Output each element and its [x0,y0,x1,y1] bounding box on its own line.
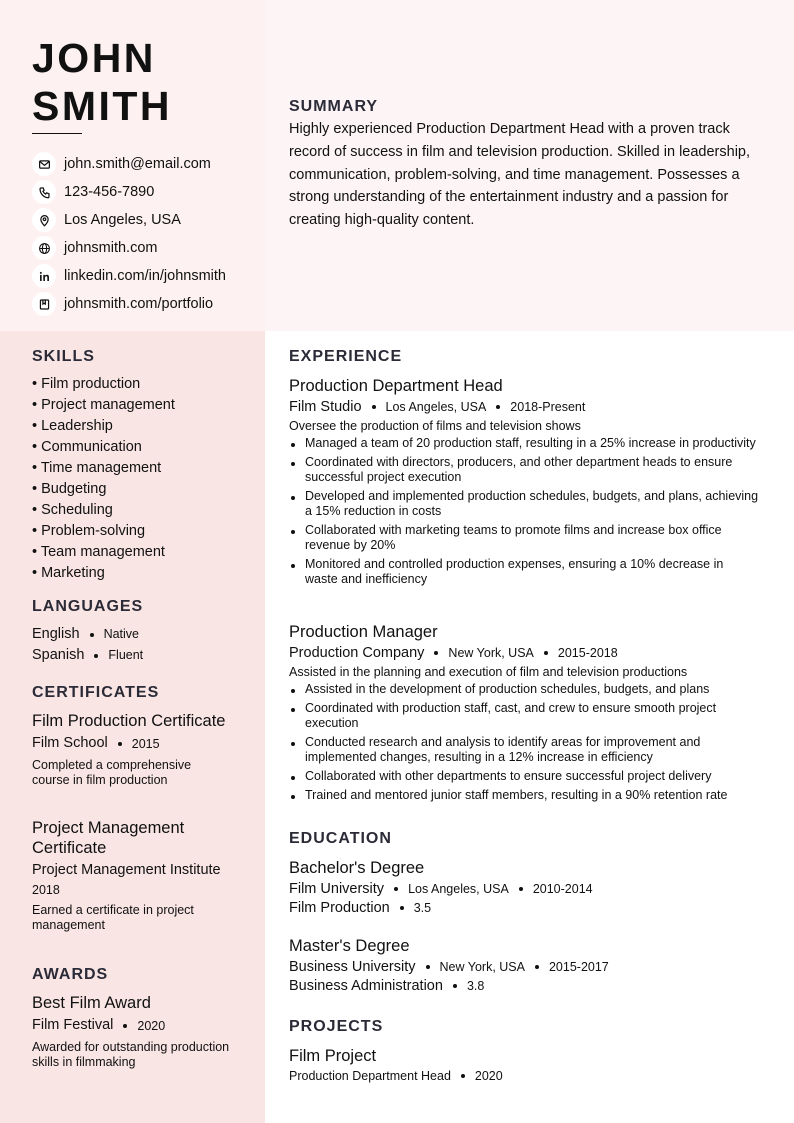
project-meta [289,1069,503,1083]
portfolio-icon [32,292,56,316]
separator-dot [90,633,94,637]
separator-dot [519,887,523,891]
experience-heading: EXPERIENCE [289,348,403,365]
job-meta [289,645,759,661]
job-bullets [289,436,759,587]
location-icon [32,208,56,232]
job-company: Production Company [289,645,425,661]
job-bullet: Collaborated with marketing teams to promote films and increase box office revenue by 20% [289,523,759,553]
separator-dot [94,654,98,658]
contact-phone-text: 123-456-7890 [64,184,155,200]
job-bullet: Assisted in the development of production schedules, budgets, and plans [289,682,759,697]
job-dates: 2015-2018 [557,646,618,660]
contact-email-text: john.smith@email.com [64,156,211,172]
project-year: 2020 [474,1069,503,1083]
separator-dot [535,965,539,969]
job-bullet: Developed and implemented production schedules, budgets, and plans, achieving a 15% reduction in costs [289,489,759,519]
job-location: New York, USA [448,646,534,660]
languages-heading: LANGUAGES [32,598,144,615]
skill-item: • Marketing [32,565,105,581]
job-title: Production Department Head [289,377,503,395]
certificate-meta [32,735,232,752]
certificate-issuer: Film School [32,735,108,751]
education-dates: 2010-2014 [532,882,593,896]
award-item [32,993,242,1070]
education-school: Film University [289,881,385,897]
certificate-title: Project Management Certificate [32,819,185,857]
education-meta [289,959,749,975]
job-meta [289,399,759,415]
education-gpa: 3.5 [413,901,432,915]
education-meta [289,881,749,897]
job-bullet: Collaborated with other departments to ensure successful project delivery [289,769,759,784]
certificate-description: Completed a comprehensive course in film production [32,758,192,787]
certificate-item [32,711,232,788]
skill-item: • Project management [32,397,175,413]
candidate-name [32,34,172,130]
separator-dot [453,984,457,988]
language-level: Native [103,627,139,641]
certificate-year: 2015 [131,736,160,751]
separator-dot [496,405,500,409]
education-location: Los Angeles, USA [408,882,509,896]
contact-website[interactable] [32,234,226,262]
summary-heading: SUMMARY [289,98,379,115]
separator-dot [394,887,398,891]
job-bullet: Managed a team of 20 production staff, resulting in a 25% increase in productivity [289,436,759,451]
award-issuer: Film Festival [32,1017,114,1033]
language-item [32,624,143,645]
linkedin-icon [32,264,56,288]
job-entry [289,622,759,807]
job-bullet: Trained and mentored junior staff members, resulting in a 90% retention rate [289,788,759,803]
award-description: Awarded for outstanding production skills in filmmaking [32,1040,230,1069]
contact-phone[interactable] [32,178,226,206]
contact-email[interactable] [32,150,226,178]
separator-dot [118,742,122,746]
skill-item: • Time management [32,460,162,476]
job-entry [289,376,759,591]
skill-item: • Leadership [32,418,113,434]
award-meta [32,1017,242,1034]
summary-text: Highly experienced Production Department Head with a proven track record of success in film and television production. Skilled in leadership, communication, problem-solving, and time management. Possesses a strong understanding of the entertainment industry and a passion for creating high-quality content. [289,121,751,229]
separator-dot [544,651,548,655]
education-item [289,936,749,994]
contact-location [32,206,226,234]
job-dates: 2018-Present [510,400,586,414]
last-name: SMITH [32,83,173,129]
language-item [32,645,143,666]
languages-list [32,624,143,666]
project-title: Film Project [289,1047,377,1065]
job-location: Los Angeles, USA [385,400,487,414]
separator-dot [426,965,430,969]
separator-dot [400,906,404,910]
language-name: English [32,626,80,642]
skill-item: • Budgeting [32,481,107,497]
education-field: Business Administration [289,978,443,994]
skill-item: • Problem-solving [32,523,146,539]
phone-icon [32,180,56,204]
education-dates: 2015-2017 [548,960,609,974]
skill-item: • Communication [32,439,142,455]
project-item [289,1046,503,1083]
separator-dot [434,651,438,655]
separator-dot [123,1024,127,1028]
globe-icon [32,236,56,260]
skills-heading: SKILLS [32,348,95,365]
contact-linkedin[interactable] [32,262,226,290]
award-title: Best Film Award [32,994,151,1012]
certificate-title: Film Production Certificate [32,712,226,730]
job-bullet: Coordinated with directors, producers, and other department heads to ensure successful project execution [289,455,759,485]
education-heading: EDUCATION [289,830,392,847]
certificate-year: 2018 [32,883,60,897]
job-bullet: Coordinated with production staff, cast, and crew to ensure smooth project execution [289,701,759,731]
awards-heading: AWARDS [32,966,109,983]
contact-website-text: johnsmith.com [64,240,158,256]
skill-item: • Scheduling [32,502,113,518]
project-role: Production Department Head [289,1069,451,1083]
education-field-row [289,900,749,916]
education-item [289,858,749,916]
language-name: Spanish [32,647,85,663]
first-name: JOHN [32,35,156,81]
award-year: 2020 [137,1018,166,1033]
job-company: Film Studio [289,399,362,415]
education-location: New York, USA [439,960,525,974]
job-title: Production Manager [289,623,438,641]
separator-dot [461,1074,465,1078]
contact-list [32,150,226,318]
education-gpa: 3.8 [466,979,485,993]
education-school: Business University [289,959,416,975]
name-divider [32,133,82,134]
language-level: Fluent [108,648,144,662]
job-bullet: Conducted research and analysis to identify areas for improvement and implemented changes, resulting in a 12% increase in efficiency [289,735,759,765]
contact-linkedin-text: linkedin.com/in/johnsmith [64,268,226,284]
job-description: Assisted in the planning and execution of film and television productions [289,665,688,679]
separator-dot [372,405,376,409]
education-degree: Bachelor's Degree [289,859,425,877]
email-icon [32,152,56,176]
contact-portfolio-text: johnsmith.com/portfolio [64,296,214,312]
certificate-issuer: Project Management Institute [32,862,221,878]
contact-portfolio[interactable] [32,290,226,318]
skill-item: • Film production [32,376,141,392]
certificate-description: Earned a certificate in project management [32,903,194,932]
job-description: Oversee the production of films and television shows [289,419,581,433]
certificates-heading: CERTIFICATES [32,684,160,701]
contact-location-text: Los Angeles, USA [64,212,181,228]
skills-list [32,374,175,584]
projects-heading: PROJECTS [289,1018,384,1035]
skill-item: • Team management [32,544,165,560]
education-field: Film Production [289,900,390,916]
education-field-row [289,978,749,994]
job-bullets [289,682,759,803]
certificate-item [32,818,232,933]
education-degree: Master's Degree [289,937,410,955]
job-bullet: Monitored and controlled production expenses, ensuring a 10% decrease in waste and inefficiency [289,557,759,587]
